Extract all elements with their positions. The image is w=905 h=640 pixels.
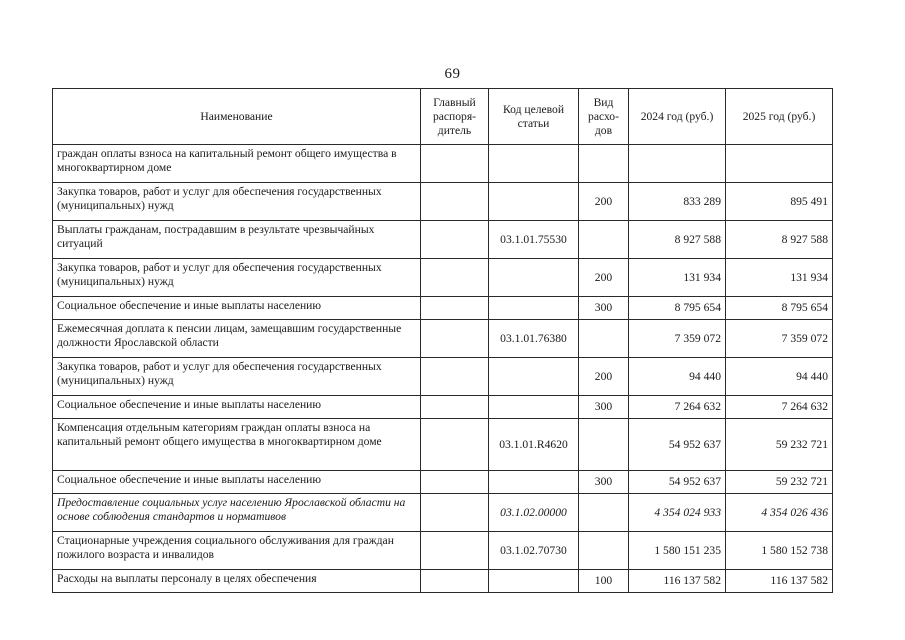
table-row	[53, 297, 833, 320]
cell-name: Социальное обеспечение и иные выплаты населению	[53, 471, 421, 494]
budget-table	[52, 88, 833, 593]
cell-kind: 300	[579, 297, 629, 320]
cell-2024: 54 952 637	[629, 471, 726, 494]
cell-code	[489, 358, 579, 396]
cell-code	[489, 471, 579, 494]
cell-kind: 100	[579, 570, 629, 593]
cell-2025: 59 232 721	[726, 471, 833, 494]
table-row	[53, 396, 833, 419]
cell-code	[489, 145, 579, 183]
cell-name: Закупка товаров, работ и услуг для обеспечения государственных (муниципальных) нужд	[53, 259, 421, 297]
header-name: Наименование	[53, 89, 421, 145]
cell-name: Выплаты гражданам, пострадавшим в результате чрезвычайных ситуаций	[53, 221, 421, 259]
table-row	[53, 532, 833, 570]
cell-2024: 116 137 582	[629, 570, 726, 593]
table-row	[53, 570, 833, 593]
cell-kind: 300	[579, 396, 629, 419]
cell-kind: 200	[579, 259, 629, 297]
cell-kind	[579, 320, 629, 358]
cell-admin	[421, 570, 489, 593]
cell-2024: 7 264 632	[629, 396, 726, 419]
cell-kind: 300	[579, 471, 629, 494]
cell-2025: 116 137 582	[726, 570, 833, 593]
cell-2025	[726, 145, 833, 183]
cell-2024: 8 795 654	[629, 297, 726, 320]
cell-name: Закупка товаров, работ и услуг для обеспечения государственных (муниципальных) нужд	[53, 358, 421, 396]
cell-code: 03.1.01.75530	[489, 221, 579, 259]
header-admin: Главный распоря-дитель	[421, 89, 489, 145]
cell-admin	[421, 145, 489, 183]
cell-admin	[421, 396, 489, 419]
cell-kind	[579, 419, 629, 471]
table-row	[53, 259, 833, 297]
cell-name: Социальное обеспечение и иные выплаты населению	[53, 297, 421, 320]
table-row	[53, 471, 833, 494]
cell-admin	[421, 419, 489, 471]
cell-2024: 1 580 151 235	[629, 532, 726, 570]
cell-code	[489, 183, 579, 221]
cell-2024	[629, 145, 726, 183]
cell-2024: 8 927 588	[629, 221, 726, 259]
cell-2024: 4 354 024 933	[629, 494, 726, 532]
cell-name: Социальное обеспечение и иные выплаты населению	[53, 396, 421, 419]
cell-name: Закупка товаров, работ и услуг для обеспечения государственных (муниципальных) нужд	[53, 183, 421, 221]
cell-code: 03.1.01.R4620	[489, 419, 579, 471]
cell-2024: 131 934	[629, 259, 726, 297]
page-number: 69	[444, 66, 461, 82]
cell-name: Предоставление социальных услуг населению Ярославской области на основе соблюдения стандартов и нормативов	[53, 494, 421, 532]
cell-admin	[421, 532, 489, 570]
cell-kind: 200	[579, 183, 629, 221]
cell-2024: 7 359 072	[629, 320, 726, 358]
cell-code	[489, 396, 579, 419]
cell-admin	[421, 471, 489, 494]
cell-kind	[579, 145, 629, 183]
table-body	[53, 145, 833, 593]
cell-admin	[421, 221, 489, 259]
table-header-row	[53, 89, 833, 145]
cell-code	[489, 570, 579, 593]
cell-kind	[579, 532, 629, 570]
cell-kind	[579, 494, 629, 532]
cell-name: Компенсация отдельным категориям граждан оплаты взноса на капитальный ремонт общего имущества в многоквартирном доме	[53, 419, 421, 471]
cell-2025: 7 359 072	[726, 320, 833, 358]
cell-2024: 833 289	[629, 183, 726, 221]
cell-admin	[421, 358, 489, 396]
cell-admin	[421, 259, 489, 297]
cell-2024: 54 952 637	[629, 419, 726, 471]
cell-name: Расходы на выплаты персоналу в целях обеспечения	[53, 570, 421, 593]
cell-admin	[421, 297, 489, 320]
table-row	[53, 419, 833, 471]
cell-2025: 8 927 588	[726, 221, 833, 259]
cell-code: 03.1.02.00000	[489, 494, 579, 532]
cell-code	[489, 259, 579, 297]
table-row	[53, 183, 833, 221]
cell-2025: 59 232 721	[726, 419, 833, 471]
cell-admin	[421, 183, 489, 221]
cell-admin	[421, 320, 489, 358]
cell-2025: 131 934	[726, 259, 833, 297]
cell-2025: 8 795 654	[726, 297, 833, 320]
header-code: Код целевой статьи	[489, 89, 579, 145]
table-row	[53, 358, 833, 396]
cell-2025: 4 354 026 436	[726, 494, 833, 532]
cell-code: 03.1.01.76380	[489, 320, 579, 358]
header-kind: Вид расхо-дов	[579, 89, 629, 145]
cell-kind	[579, 221, 629, 259]
cell-2025: 7 264 632	[726, 396, 833, 419]
header-2025: 2025 год (руб.)	[726, 89, 833, 145]
header-2024: 2024 год (руб.)	[629, 89, 726, 145]
cell-2025: 1 580 152 738	[726, 532, 833, 570]
cell-kind: 200	[579, 358, 629, 396]
cell-2025: 94 440	[726, 358, 833, 396]
table-row	[53, 221, 833, 259]
cell-code: 03.1.02.70730	[489, 532, 579, 570]
cell-name: Ежемесячная доплата к пенсии лицам, замещавшим государственные должности Ярославской области	[53, 320, 421, 358]
table-row	[53, 145, 833, 183]
table-row	[53, 494, 833, 532]
cell-2025: 895 491	[726, 183, 833, 221]
cell-2024: 94 440	[629, 358, 726, 396]
table-row	[53, 320, 833, 358]
cell-name: граждан оплаты взноса на капитальный ремонт общего имущества в многоквартирном доме	[53, 145, 421, 183]
cell-code	[489, 297, 579, 320]
cell-admin	[421, 494, 489, 532]
cell-name: Стационарные учреждения социального обслуживания для граждан пожилого возраста и инвалидов	[53, 532, 421, 570]
